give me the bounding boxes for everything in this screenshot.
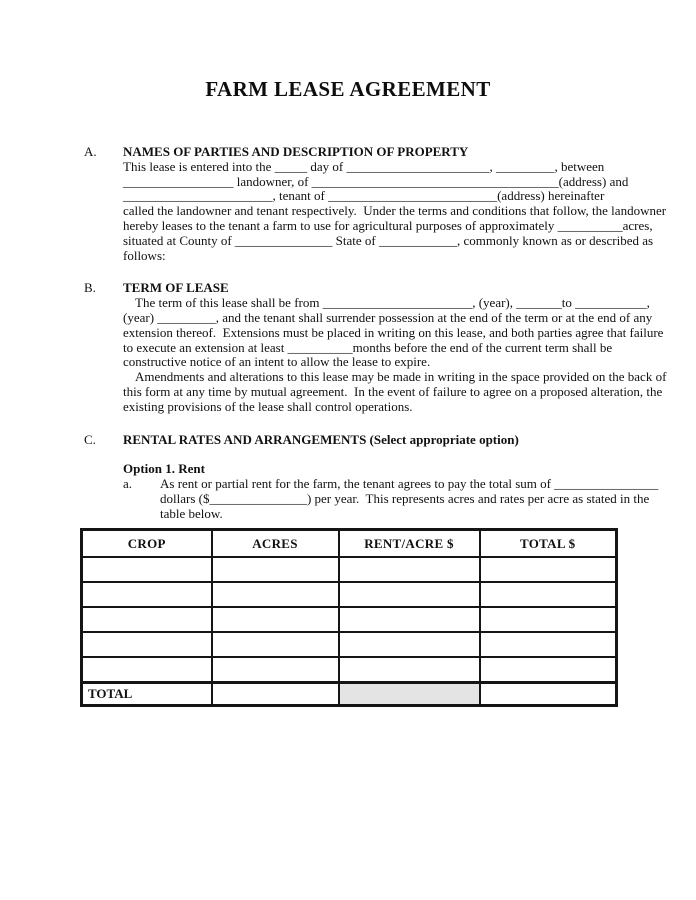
- section-b: [0, 281, 696, 414]
- form-line: As rent or partial rent for the farm, the tenant agrees to pay the total sum of ________________: [160, 475, 659, 491]
- form-line: This lease is entered into the _____ day of ______________________, _________, between: [123, 158, 605, 174]
- table-row: [82, 632, 617, 657]
- form-line: dollars ($_______________) per year. This represents acres and rates per acre as stated in the: [160, 490, 650, 506]
- table-cell-total: [480, 632, 617, 657]
- section-c-label: C.: [84, 431, 96, 447]
- column-header-total: TOTAL $: [480, 530, 617, 558]
- form-line: constructive notice of an intent to allow the lease to expire.: [123, 354, 431, 370]
- table-cell-total: [480, 607, 617, 632]
- column-header-crop: CROP: [82, 530, 212, 558]
- form-line: The term of this lease shall be from _______________________, (year), _______to ___________,: [135, 295, 650, 311]
- table-cell-total: [480, 657, 617, 683]
- form-line: existing provisions of the lease shall control operations.: [123, 398, 413, 414]
- table-cell-crop: [82, 582, 212, 607]
- form-line: _________________ landowner, of ______________________________________(address) and: [123, 173, 629, 189]
- table-cell-rent-per-acre: [339, 632, 480, 657]
- table-cell-crop: [82, 557, 212, 582]
- table-row: [82, 657, 617, 683]
- form-line: extension thereof. Extensions must be placed in writing on this lease, and both parties agree that failure: [123, 324, 664, 340]
- rent-rates-table: [80, 528, 618, 707]
- form-line: to execute an extension at least __________months before the end of the current term shall be: [123, 339, 613, 355]
- form-line: (year) _________, and the tenant shall surrender possession at the end of the term or at the end of any: [123, 309, 653, 325]
- table-total-row: [82, 683, 617, 706]
- option-1-item-a: [123, 477, 676, 521]
- section-a-label: A.: [84, 144, 97, 159]
- section-a: [0, 145, 696, 263]
- section-b-heading: TERM OF LEASE: [123, 280, 229, 296]
- form-line: follows:: [123, 247, 166, 263]
- table-cell-acres: [212, 607, 339, 632]
- form-line: this form at any time by mutual agreement. In the event of failure to agree on a proposed alteration, the: [123, 383, 663, 399]
- table-cell-rent-per-acre: [339, 657, 480, 683]
- total-acres-cell: [212, 683, 339, 706]
- table-cell-acres: [212, 582, 339, 607]
- table-row: [82, 607, 617, 632]
- table-cell-crop: [82, 632, 212, 657]
- section-b-label: B.: [84, 280, 96, 296]
- column-header-acres: ACRES: [212, 530, 339, 558]
- form-line: situated at County of _______________ State of ____________, commonly known as or described as: [123, 232, 654, 248]
- section-a-heading: NAMES OF PARTIES AND DESCRIPTION OF PROPERTY: [123, 144, 469, 159]
- table-cell-rent-per-acre: [339, 607, 480, 632]
- table-row: [82, 582, 617, 607]
- form-line: table below.: [160, 505, 223, 521]
- option-1-heading: Option 1. Rent: [123, 461, 205, 477]
- total-rent-per-acre-cell-shaded: [339, 683, 480, 706]
- table-cell-total: [480, 582, 617, 607]
- table-cell-acres: [212, 557, 339, 582]
- document-title: FARM LEASE AGREEMENT: [205, 77, 491, 101]
- section-c: [0, 433, 696, 522]
- table-cell-total: [480, 557, 617, 582]
- column-header-rent-per-acre: RENT/ACRE $: [339, 530, 480, 558]
- table-cell-acres: [212, 657, 339, 683]
- table-cell-acres: [212, 632, 339, 657]
- form-line: _______________________, tenant of __________________________(address) hereinafter: [123, 188, 605, 204]
- section-b-body: [123, 281, 676, 414]
- item-a-label: a.: [123, 475, 133, 491]
- form-line: hereby leases to the tenant a farm to use for agricultural purposes of approximately __________acres,: [123, 217, 653, 233]
- section-c-body: [123, 433, 676, 522]
- form-line: Amendments and alterations to this lease may be made in writing in the space provided on the back of: [135, 369, 667, 385]
- table-cell-crop: [82, 657, 212, 683]
- table-cell-crop: [82, 607, 212, 632]
- table-cell-rent-per-acre: [339, 557, 480, 582]
- table-cell-rent-per-acre: [339, 582, 480, 607]
- table-row: [82, 557, 617, 582]
- total-amount-cell: [480, 683, 617, 706]
- section-c-heading: RENTAL RATES AND ARRANGEMENTS (Select appropriate option): [123, 431, 519, 447]
- table-header-row: [82, 530, 617, 558]
- form-line: called the landowner and tenant respectively. Under the terms and conditions that follow, the landowner: [123, 203, 667, 219]
- section-a-body: [123, 145, 676, 263]
- total-row-label: TOTAL: [82, 683, 212, 706]
- item-a-body: [160, 477, 676, 521]
